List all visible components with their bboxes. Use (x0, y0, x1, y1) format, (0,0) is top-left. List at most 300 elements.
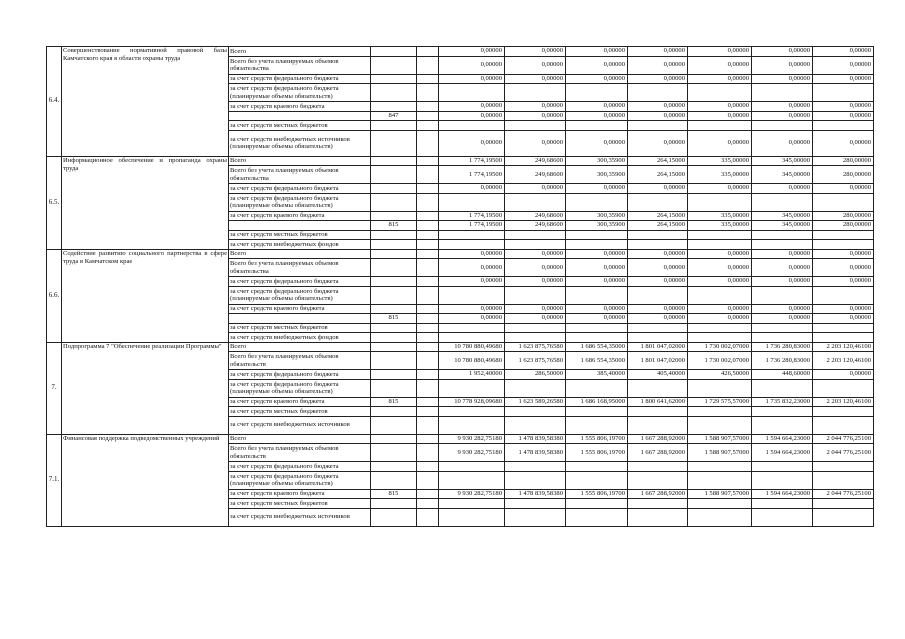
amount-cell: 0,00000 (566, 184, 628, 194)
amount-cell: 0,00000 (505, 102, 566, 112)
amount-cell: 0,00000 (813, 249, 874, 259)
amount-cell: 0,00000 (566, 102, 628, 112)
grbs-code (371, 47, 417, 57)
amount-cell (628, 230, 688, 240)
amount-cell (505, 462, 566, 472)
amount-cell (813, 193, 874, 211)
funding-source-label: за счет средств внебюджетных фондов (229, 333, 371, 343)
funding-source-label (229, 111, 371, 121)
amount-cell: 0,00000 (628, 47, 688, 57)
amount-cell: 249,68600 (505, 166, 566, 184)
amount-cell (628, 471, 688, 489)
amount-cell: 0,00000 (688, 130, 752, 156)
amount-cell: 335,00000 (688, 211, 752, 221)
amount-cell: 335,00000 (688, 156, 752, 166)
grbs-code: 815 (371, 397, 417, 407)
funding-source-label: Всего без учета планируемых объемов обязательств (229, 352, 371, 370)
amount-cell: 345,00000 (752, 211, 813, 221)
amount-cell: 345,00000 (752, 166, 813, 184)
empty-cell (417, 379, 439, 397)
amount-cell (752, 333, 813, 343)
empty-cell (417, 286, 439, 304)
funding-source-label: Всего (229, 156, 371, 166)
amount-cell (566, 121, 628, 131)
empty-cell (417, 211, 439, 221)
amount-cell: 1 588 907,57000 (688, 444, 752, 462)
amount-cell: 2 044 776,25100 (813, 489, 874, 499)
amount-cell: 0,00000 (813, 74, 874, 84)
amount-cell: 0,00000 (505, 130, 566, 156)
table-row (47, 342, 905, 352)
funding-source-label: за счет средств федерального бюджета (планируемые объемы обязательств) (229, 84, 371, 102)
amount-cell (505, 508, 566, 526)
amount-cell: 0,00000 (566, 56, 628, 74)
amount-cell: 1 594 664,23000 (752, 489, 813, 499)
amount-cell (752, 379, 813, 397)
amount-cell: 1 623 875,76580 (505, 352, 566, 370)
amount-cell (752, 462, 813, 472)
amount-cell: 1 588 907,57000 (688, 434, 752, 444)
amount-cell: 0,00000 (813, 56, 874, 74)
funding-source-label: за счет средств внебюджетных источников (229, 416, 371, 434)
amount-cell (566, 462, 628, 472)
amount-cell (628, 379, 688, 397)
funding-source-label: за счет средств местных бюджетов (229, 230, 371, 240)
funding-source-label: за счет средств краевого бюджета (229, 211, 371, 221)
amount-cell: 0,00000 (628, 184, 688, 194)
grbs-code (371, 102, 417, 112)
grbs-code (371, 84, 417, 102)
empty-cell (417, 193, 439, 211)
amount-cell (813, 462, 874, 472)
empty-cell (417, 74, 439, 84)
table-row (47, 434, 905, 444)
amount-cell: 0,00000 (505, 277, 566, 287)
amount-cell (566, 240, 628, 250)
amount-cell (688, 240, 752, 250)
empty-cell (417, 471, 439, 489)
amount-cell (505, 286, 566, 304)
amount-cell (439, 471, 505, 489)
funding-source-label (229, 221, 371, 231)
amount-cell (688, 407, 752, 417)
amount-cell (813, 499, 874, 509)
amount-cell: 0,00000 (752, 304, 813, 314)
grbs-code (371, 277, 417, 287)
amount-cell (813, 407, 874, 417)
amount-cell: 0,00000 (505, 74, 566, 84)
amount-cell (752, 286, 813, 304)
amount-cell: 0,00000 (439, 102, 505, 112)
empty-cell (417, 259, 439, 277)
empty-cell (417, 221, 439, 231)
amount-cell: 0,00000 (628, 304, 688, 314)
grbs-code: 847 (371, 111, 417, 121)
amount-cell (439, 333, 505, 343)
amount-cell (505, 333, 566, 343)
amount-cell (688, 333, 752, 343)
amount-cell: 1 774,19500 (439, 156, 505, 166)
funding-source-label: за счет средств местных бюджетов (229, 323, 371, 333)
amount-cell: 0,00000 (813, 184, 874, 194)
amount-cell: 0,00000 (505, 47, 566, 57)
amount-cell (752, 230, 813, 240)
amount-cell: 2 203 120,46100 (813, 342, 874, 352)
funding-source-label: за счет средств краевого бюджета (229, 102, 371, 112)
amount-cell: 0,00000 (752, 184, 813, 194)
amount-cell (566, 230, 628, 240)
amount-cell: 0,00000 (628, 130, 688, 156)
amount-cell: 0,00000 (566, 74, 628, 84)
amount-cell: 264,15000 (628, 211, 688, 221)
amount-cell: 0,00000 (752, 74, 813, 84)
funding-source-label: за счет средств местных бюджетов (229, 121, 371, 131)
amount-cell: 1 555 806,19700 (566, 434, 628, 444)
amount-cell (439, 323, 505, 333)
amount-cell (628, 323, 688, 333)
amount-cell (813, 323, 874, 333)
amount-cell (439, 407, 505, 417)
empty-cell (417, 184, 439, 194)
funding-source-label: Всего (229, 434, 371, 444)
amount-cell (813, 230, 874, 240)
amount-cell: 1 594 664,23000 (752, 444, 813, 462)
amount-cell (813, 508, 874, 526)
empty-cell (417, 489, 439, 499)
amount-cell (505, 121, 566, 131)
amount-cell (505, 323, 566, 333)
amount-cell: 0,00000 (439, 74, 505, 84)
amount-cell: 280,00000 (813, 156, 874, 166)
amount-cell: 1 774,19500 (439, 221, 505, 231)
amount-cell: 0,00000 (628, 249, 688, 259)
empty-cell (417, 47, 439, 57)
grbs-code: 815 (371, 314, 417, 324)
amount-cell (752, 193, 813, 211)
amount-cell (439, 193, 505, 211)
amount-cell: 0,00000 (439, 249, 505, 259)
amount-cell: 0,00000 (566, 249, 628, 259)
funding-source-label: за счет средств внебюджетных фондов (229, 240, 371, 250)
empty-cell (417, 370, 439, 380)
empty-cell (417, 102, 439, 112)
amount-cell: 345,00000 (752, 221, 813, 231)
amount-cell: 0,00000 (688, 74, 752, 84)
table-row (47, 156, 905, 166)
amount-cell (813, 333, 874, 343)
funding-source-label (229, 314, 371, 324)
amount-cell: 385,40000 (566, 370, 628, 380)
amount-cell: 0,00000 (688, 111, 752, 121)
amount-cell (688, 416, 752, 434)
grbs-code (371, 407, 417, 417)
amount-cell: 1 686 554,35000 (566, 342, 628, 352)
amount-cell: 0,00000 (688, 249, 752, 259)
amount-cell (566, 193, 628, 211)
amount-cell (566, 379, 628, 397)
amount-cell: 1 774,19500 (439, 211, 505, 221)
amount-cell: 0,00000 (628, 314, 688, 324)
section-name: Информационное обеспечение и пропаганда охраны труда (62, 156, 229, 249)
amount-cell: 1 801 047,02000 (628, 342, 688, 352)
amount-cell: 0,00000 (688, 314, 752, 324)
amount-cell: 10 780 880,49680 (439, 342, 505, 352)
amount-cell (628, 462, 688, 472)
amount-cell (566, 333, 628, 343)
amount-cell: 0,00000 (628, 102, 688, 112)
amount-cell: 0,00000 (566, 259, 628, 277)
amount-cell: 1 623 589,26580 (505, 397, 566, 407)
amount-cell: 0,00000 (439, 314, 505, 324)
amount-cell (628, 193, 688, 211)
amount-cell (505, 240, 566, 250)
amount-cell: 0,00000 (439, 56, 505, 74)
amount-cell (628, 121, 688, 131)
amount-cell: 0,00000 (752, 102, 813, 112)
empty-cell (417, 277, 439, 287)
section-name: Финансовая поддержка подведомственных учреждений (62, 434, 229, 526)
grbs-code (371, 130, 417, 156)
amount-cell: 0,00000 (688, 56, 752, 74)
amount-cell: 1 729 575,57000 (688, 397, 752, 407)
funding-source-label: за счет средств внебюджетных источников (229, 508, 371, 526)
amount-cell (688, 462, 752, 472)
grbs-code (371, 508, 417, 526)
amount-cell (628, 508, 688, 526)
empty-cell (417, 304, 439, 314)
funding-source-label: за счет средств федерального бюджета (229, 462, 371, 472)
amount-cell: 264,15000 (628, 156, 688, 166)
grbs-code (371, 249, 417, 259)
amount-cell: 1 555 806,19700 (566, 444, 628, 462)
amount-cell (688, 471, 752, 489)
amount-cell: 1 478 839,58380 (505, 489, 566, 499)
funding-source-label: Всего без учета планируемых объемов обязательства (229, 166, 371, 184)
empty-cell (417, 444, 439, 462)
amount-cell (813, 121, 874, 131)
grbs-code (371, 379, 417, 397)
amount-cell: 1 730 002,07000 (688, 352, 752, 370)
grbs-code (371, 230, 417, 240)
funding-source-label: Всего (229, 249, 371, 259)
amount-cell (628, 499, 688, 509)
amount-cell: 0,00000 (752, 47, 813, 57)
amount-cell: 335,00000 (688, 221, 752, 231)
amount-cell: 426,50000 (688, 370, 752, 380)
amount-cell (566, 407, 628, 417)
amount-cell: 0,00000 (566, 277, 628, 287)
amount-cell: 0,00000 (628, 259, 688, 277)
amount-cell: 9 930 282,75180 (439, 444, 505, 462)
amount-cell (505, 407, 566, 417)
table-row (47, 249, 905, 259)
budget-table-page (46, 46, 874, 527)
amount-cell: 0,00000 (439, 111, 505, 121)
amount-cell: 300,35900 (566, 156, 628, 166)
empty-cell (417, 121, 439, 131)
funding-source-label: за счет средств федерального бюджета (229, 277, 371, 287)
amount-cell (505, 499, 566, 509)
amount-cell (628, 84, 688, 102)
funding-source-label: за счет средств федерального бюджета (229, 184, 371, 194)
amount-cell (439, 379, 505, 397)
amount-cell: 0,00000 (505, 184, 566, 194)
amount-cell (688, 84, 752, 102)
empty-cell (417, 323, 439, 333)
funding-source-label: за счет средств федерального бюджета (229, 370, 371, 380)
section-name: Подпрограмма 7 "Обеспечение реализации Программы" (62, 342, 229, 434)
amount-cell (505, 379, 566, 397)
amount-cell: 300,35900 (566, 211, 628, 221)
amount-cell: 0,00000 (813, 111, 874, 121)
amount-cell: 0,00000 (439, 259, 505, 277)
amount-cell: 264,15000 (628, 166, 688, 184)
amount-cell: 1 594 664,23000 (752, 434, 813, 444)
amount-cell: 405,40000 (628, 370, 688, 380)
amount-cell (566, 508, 628, 526)
amount-cell (688, 323, 752, 333)
amount-cell (813, 416, 874, 434)
amount-cell: 280,00000 (813, 211, 874, 221)
amount-cell: 0,00000 (688, 259, 752, 277)
grbs-code (371, 434, 417, 444)
amount-cell: 0,00000 (813, 314, 874, 324)
amount-cell: 335,00000 (688, 166, 752, 184)
grbs-code (371, 304, 417, 314)
amount-cell (505, 230, 566, 240)
amount-cell (439, 416, 505, 434)
amount-cell: 0,00000 (439, 304, 505, 314)
amount-cell (439, 240, 505, 250)
funding-source-label: за счет средств федерального бюджета (планируемые объемы обязательств) (229, 379, 371, 397)
amount-cell: 0,00000 (505, 314, 566, 324)
amount-cell: 0,00000 (628, 74, 688, 84)
amount-cell: 2 044 776,25100 (813, 434, 874, 444)
amount-cell (813, 84, 874, 102)
amount-cell (752, 416, 813, 434)
amount-cell: 0,00000 (813, 370, 874, 380)
amount-cell: 0,00000 (688, 304, 752, 314)
amount-cell: 300,35900 (566, 166, 628, 184)
amount-cell (505, 84, 566, 102)
amount-cell: 249,68600 (505, 156, 566, 166)
empty-cell (417, 84, 439, 102)
empty-cell (417, 156, 439, 166)
amount-cell (752, 121, 813, 131)
grbs-code (371, 121, 417, 131)
amount-cell: 1 801 047,02000 (628, 352, 688, 370)
amount-cell (813, 379, 874, 397)
amount-cell: 0,00000 (505, 249, 566, 259)
amount-cell (688, 193, 752, 211)
amount-cell: 0,00000 (813, 259, 874, 277)
amount-cell: 10 780 880,49680 (439, 352, 505, 370)
empty-cell (417, 130, 439, 156)
grbs-code: 815 (371, 489, 417, 499)
funding-source-label: за счет средств краевого бюджета (229, 397, 371, 407)
amount-cell: 0,00000 (439, 47, 505, 57)
amount-cell: 0,00000 (688, 102, 752, 112)
amount-cell: 0,00000 (752, 314, 813, 324)
amount-cell (688, 230, 752, 240)
amount-cell: 1 736 280,83000 (752, 342, 813, 352)
amount-cell: 0,00000 (566, 111, 628, 121)
funding-source-label: за счет средств местных бюджетов (229, 499, 371, 509)
amount-cell: 0,00000 (813, 304, 874, 314)
amount-cell (813, 471, 874, 489)
amount-cell: 0,00000 (752, 111, 813, 121)
amount-cell: 0,00000 (688, 47, 752, 57)
amount-cell: 1 623 875,76580 (505, 342, 566, 352)
grbs-code (371, 333, 417, 343)
amount-cell: 0,00000 (752, 259, 813, 277)
budget-table (46, 46, 905, 527)
empty-cell (417, 249, 439, 259)
amount-cell: 1 730 002,07000 (688, 342, 752, 352)
amount-cell (688, 286, 752, 304)
amount-cell: 286,50000 (505, 370, 566, 380)
funding-source-label: за счет средств краевого бюджета (229, 489, 371, 499)
amount-cell: 1 667 288,92000 (628, 444, 688, 462)
funding-source-label: за счет средств федерального бюджета (229, 74, 371, 84)
empty-cell (417, 166, 439, 184)
amount-cell: 0,00000 (505, 304, 566, 314)
grbs-code (371, 184, 417, 194)
amount-cell: 0,00000 (813, 47, 874, 57)
amount-cell: 1 736 280,83000 (752, 352, 813, 370)
amount-cell: 2 203 120,46100 (813, 397, 874, 407)
amount-cell: 0,00000 (813, 277, 874, 287)
grbs-code (371, 370, 417, 380)
funding-source-label: за счет средств внебюджетных источников (планируемые объемы обязательств) (229, 130, 371, 156)
amount-cell: 0,00000 (439, 184, 505, 194)
empty-cell (417, 397, 439, 407)
empty-cell (417, 508, 439, 526)
amount-cell: 249,68600 (505, 211, 566, 221)
amount-cell (439, 499, 505, 509)
funding-source-label: за счет средств федерального бюджета (планируемые объемы обязательств) (229, 193, 371, 211)
amount-cell: 1 478 839,58380 (505, 434, 566, 444)
amount-cell (566, 471, 628, 489)
amount-cell: 1 735 832,23000 (752, 397, 813, 407)
amount-cell: 1 686 168,95000 (566, 397, 628, 407)
grbs-code (371, 240, 417, 250)
amount-cell (566, 84, 628, 102)
amount-cell: 0,00000 (628, 56, 688, 74)
grbs-code (371, 259, 417, 277)
amount-cell (439, 230, 505, 240)
amount-cell: 1 667 288,92000 (628, 489, 688, 499)
funding-source-label: за счет средств федерального бюджета (планируемые объемы обязательств) (229, 471, 371, 489)
amount-cell (439, 84, 505, 102)
amount-cell (688, 379, 752, 397)
amount-cell: 2 044 776,25100 (813, 444, 874, 462)
amount-cell (566, 323, 628, 333)
amount-cell: 1 588 907,57000 (688, 489, 752, 499)
amount-cell: 448,60000 (752, 370, 813, 380)
empty-cell (417, 434, 439, 444)
amount-cell (688, 508, 752, 526)
empty-cell (417, 314, 439, 324)
funding-source-label: Всего (229, 342, 371, 352)
amount-cell (752, 240, 813, 250)
amount-cell (505, 416, 566, 434)
amount-cell (628, 416, 688, 434)
section-code: 6.5. (47, 156, 62, 249)
amount-cell: 0,00000 (752, 130, 813, 156)
section-code: 7.1. (47, 434, 62, 526)
amount-cell: 0,00000 (628, 277, 688, 287)
